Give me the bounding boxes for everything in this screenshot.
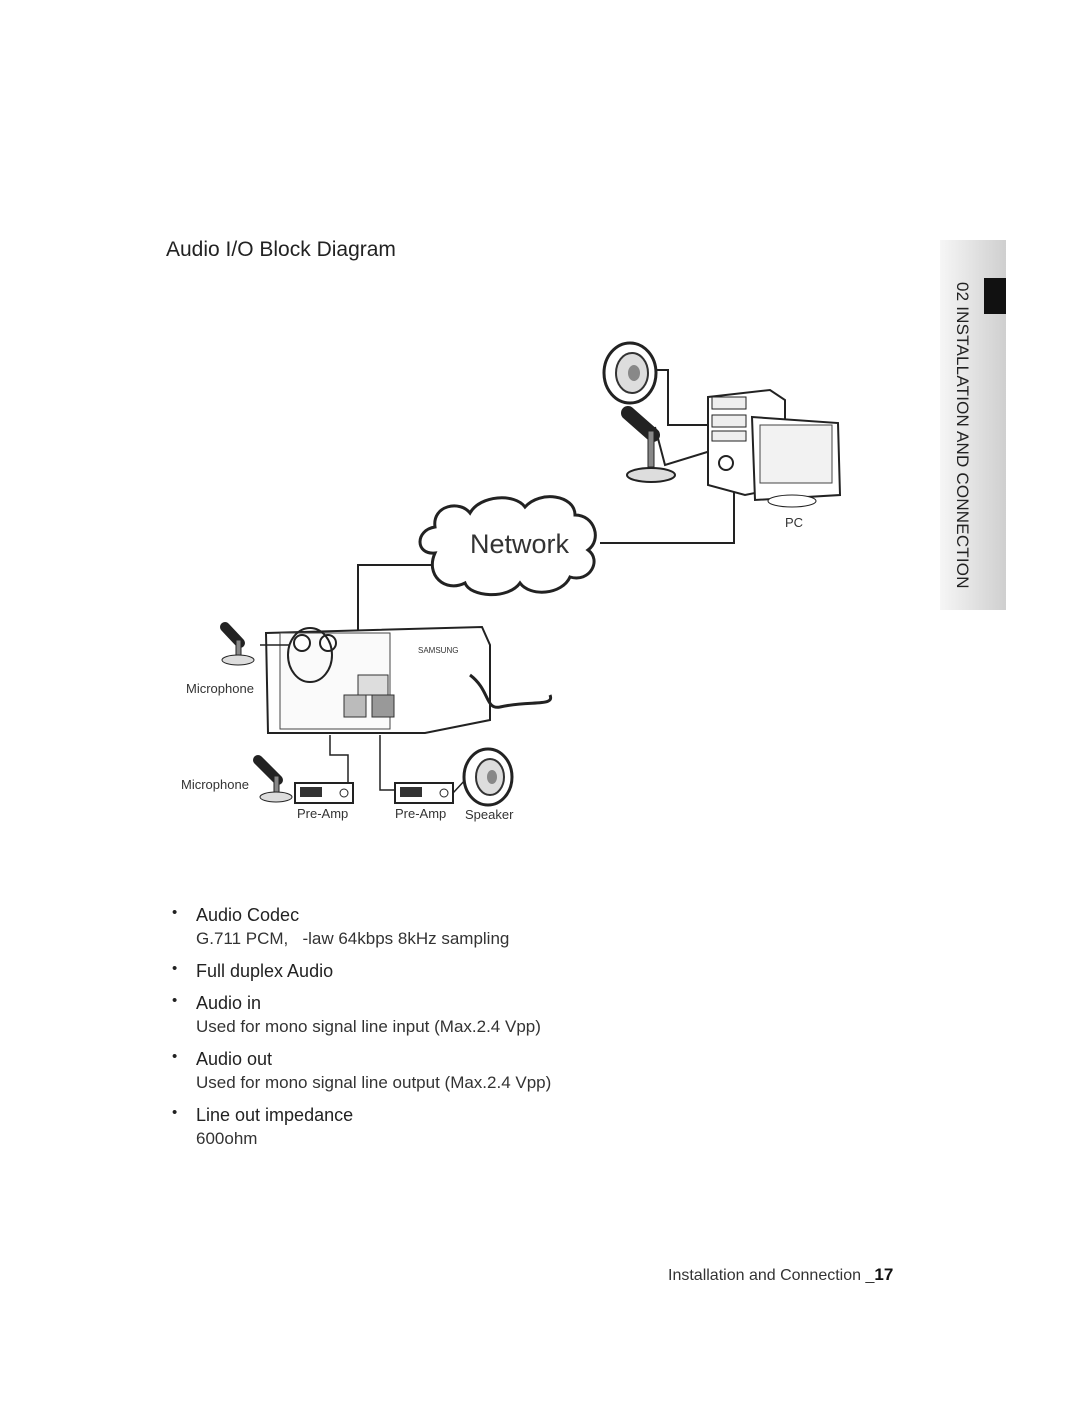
bullet-icon: • xyxy=(172,992,178,1009)
speaker-bottom-icon xyxy=(464,749,514,822)
spec-list xyxy=(172,903,822,1159)
footer-section-label: Installation and Connection _ xyxy=(668,1267,875,1284)
preamp-label-2: Pre-Amp xyxy=(395,806,447,821)
spec-head: Full duplex Audio xyxy=(196,961,334,981)
bullet-icon: • xyxy=(172,1104,178,1121)
page-footer xyxy=(668,1265,893,1285)
audio-io-diagram xyxy=(170,335,870,835)
pc-icon xyxy=(708,390,840,530)
microphone-bottom-icon xyxy=(181,760,292,802)
chapter-side-tab xyxy=(940,240,1006,610)
bullet-icon: • xyxy=(172,904,178,921)
chapter-label: 02 INSTALLATION AND CONNECTION xyxy=(953,282,972,589)
spec-item-audio-in xyxy=(172,991,822,1039)
spec-desc: G.711 PCM, -law 64kbps 8kHz sampling xyxy=(196,929,510,948)
preamp-icon xyxy=(295,735,353,821)
page-title: Audio I/O Block Diagram xyxy=(166,238,396,261)
microphone-label-2: Microphone xyxy=(181,777,249,792)
spec-head: Audio out xyxy=(196,1049,273,1069)
spec-desc: Used for mono signal line output (Max.2.4 Vpp) xyxy=(196,1073,552,1092)
spec-head: Audio in xyxy=(196,993,262,1013)
microphone-label-1: Microphone xyxy=(186,681,254,696)
spec-desc: Used for mono signal line input (Max.2.4 Vpp) xyxy=(196,1017,541,1036)
spec-item-audio-out xyxy=(172,1047,822,1095)
speaker-icon xyxy=(604,343,656,403)
spec-desc: 600ohm xyxy=(196,1129,258,1148)
spec-item-line-out-impedance xyxy=(172,1103,822,1151)
pc-label: PC xyxy=(785,515,804,530)
page-number: 17 xyxy=(874,1265,894,1284)
spec-item-full-duplex xyxy=(172,959,822,983)
spec-item-audio-codec xyxy=(172,903,822,951)
network-label: Network xyxy=(470,529,570,559)
preamp-label-1: Pre-Amp xyxy=(297,806,349,821)
spec-head: Line out impedance xyxy=(196,1105,354,1125)
spec-head: Audio Codec xyxy=(196,905,300,925)
bullet-icon: • xyxy=(172,960,178,977)
chapter-marker xyxy=(984,278,1006,314)
bullet-icon: • xyxy=(172,1048,178,1065)
camera-brand-label: SAMSUNG xyxy=(418,646,459,655)
speaker-label: Speaker xyxy=(465,807,514,822)
network-cloud-icon xyxy=(420,497,595,595)
camera-icon xyxy=(266,627,551,733)
preamp-2-icon xyxy=(380,735,466,821)
